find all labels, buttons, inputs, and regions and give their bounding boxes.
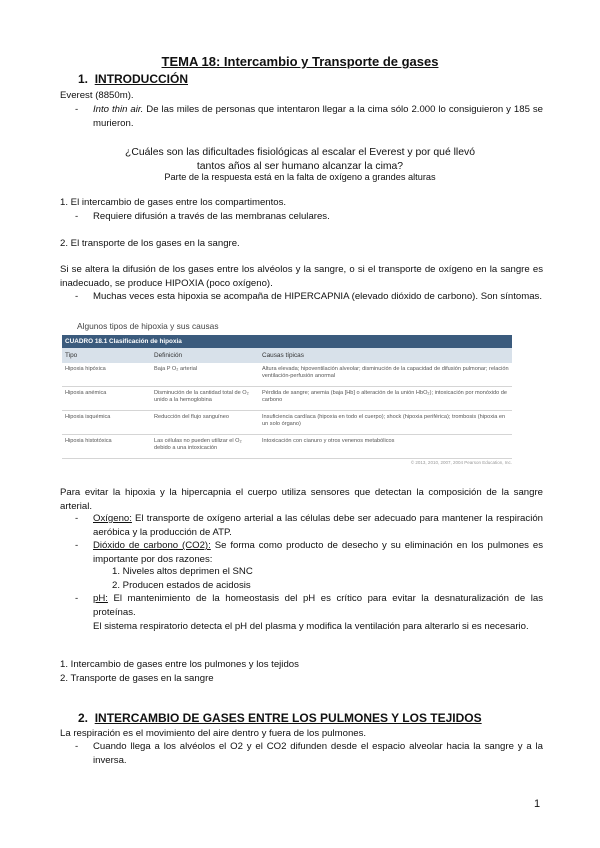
co2-label: Dióxido de carbono (CO2):	[93, 540, 211, 551]
book-title: Into thin air.	[93, 104, 144, 115]
row-causas: Altura elevada; hipoventilación alveolar; disminución de la capacidad de difusión pulmonar; relación ventilación-perfusión anormal	[262, 366, 509, 379]
sensors-paragraph: Para evitar la hipoxia y la hipercapnia el cuerpo utiliza sensores que detectan la composición de la sangre arterial.	[60, 487, 543, 513]
row-definicion: Disminución de la cantidad total de O₂ unido a la hemoglobina	[154, 390, 249, 403]
table-header-row	[62, 348, 512, 363]
section-1-heading	[78, 72, 188, 86]
dash-bullet: -	[75, 593, 79, 604]
section-2-label: INTERCAMBIO DE GASES ENTRE LOS PULMONES Y LOS TEJIDOS	[94, 711, 482, 725]
dash-bullet: -	[75, 211, 79, 222]
table-row	[62, 411, 512, 435]
table-row	[62, 387, 512, 411]
dash-bullet: -	[75, 513, 79, 524]
item-1: 1. El intercambio de gases entre los compartimentos.	[60, 197, 287, 208]
row-tipo: Hipoxia anémica	[65, 390, 107, 396]
table-row	[62, 363, 512, 387]
oxygen-label: Oxígeno:	[93, 513, 132, 524]
item-1-sub: Requiere difusión a través de las membranas celulares.	[93, 211, 330, 222]
section-1-number: 1.	[78, 72, 89, 86]
co2-paragraph	[93, 539, 543, 567]
row-tipo: Hipoxia isquémica	[65, 414, 111, 420]
oxygen-paragraph	[93, 512, 543, 540]
respiration-definition: La respiración es el movimiento del aire dentro y fuera de los pulmones.	[60, 728, 367, 739]
row-definicion: Reducción del flujo sanguíneo	[154, 414, 229, 420]
row-tipo: Hipoxia histotóxica	[65, 438, 112, 444]
oxygen-text: El transporte de oxígeno arterial a las células debe ser adecuado para mantener la respiración aeróbica y la producción de ATP.	[93, 513, 543, 539]
page-number: 1	[534, 798, 541, 810]
co2-reason: 2. Producen estados de acidosis	[112, 580, 251, 591]
page-title: TEMA 18: Intercambio y Transporte de gases	[161, 54, 439, 69]
section-2-heading	[78, 711, 482, 725]
section-2-number: 2.	[78, 711, 89, 725]
thin-air-paragraph	[93, 103, 543, 131]
hypercapnia-paragraph: Muchas veces esta hipoxia se acompaña de HIPERCAPNIA (elevado dióxido de carbono). Son síntomas.	[93, 291, 543, 302]
ph-text: El mantenimiento de la homeostasis del pH es crítico para evitar la desnaturalización de las proteínas.	[93, 593, 543, 619]
row-causas: Pérdida de sangre; anemia (baja [Hb] o alteración de la unión HbO₂); intoxicación por monóxido de carbono	[262, 390, 508, 403]
everest-question: ¿Cuáles son las dificultades fisiológicas al escalar el Everest y por qué llevó tantos años al ser humano alcanzar la cima?	[125, 147, 475, 173]
dash-bullet: -	[75, 104, 79, 115]
col-header-definicion: Definición	[154, 352, 183, 359]
ph-paragraph-2: El sistema respiratorio detecta el pH del plasma y modifica la ventilación para alterarlo si es necesario.	[93, 621, 529, 632]
item-2: 2. El transporte de los gases en la sangre.	[60, 238, 240, 249]
summary-item-1: 1. Intercambio de gases entre los pulmones y los tejidos	[60, 659, 299, 670]
everest-line: Everest (8850m).	[60, 90, 134, 101]
ph-label: pH:	[93, 593, 108, 604]
dash-bullet: -	[75, 741, 79, 752]
alveoli-paragraph: Cuando llega a los alvéolos el O2 y el CO2 difunden desde el espacio alveolar hacia la sangre y a la inversa.	[93, 741, 543, 767]
ph-paragraph	[93, 592, 543, 620]
hypoxia-table	[62, 335, 512, 470]
hypoxia-paragraph: Si se altera la difusión de los gases entre los alvéolos y la sangre, o si el transporte de oxígeno en la sangre es inadecuado, se produce HIPOXIA (poco oxígeno).	[60, 264, 543, 290]
co2-reason: 1. Niveles altos deprimen el SNC	[112, 566, 253, 577]
col-header-causas: Causas típicas	[262, 352, 304, 359]
summary-item-2: 2. Transporte de gases en la sangre	[60, 673, 214, 684]
row-causas: Intoxicación con cianuro y otros venenos metabólicos	[262, 438, 395, 444]
table-copyright: © 2013, 2010, 2007, 2004 Pearson Education, Inc.	[410, 459, 512, 465]
co2-text: Se forma como producto de desecho y su eliminación en los pulmones es importante por dos razones:	[93, 540, 543, 566]
section-1-label: INTRODUCCIÓN	[94, 72, 189, 86]
row-definicion: Las células no pueden utilizar el O₂ debido a una intoxicación	[154, 438, 242, 451]
figure-caption: Algunos tipos de hipoxia y sus causas	[77, 321, 219, 331]
dash-bullet: -	[75, 540, 79, 551]
everest-answer: Parte de la respuesta está en la falta de oxígeno a grandes alturas	[164, 172, 436, 182]
row-definicion: Baja P O₂ arterial	[154, 366, 198, 372]
dash-bullet: -	[75, 291, 79, 302]
thin-air-text: De las miles de personas que intentaron llegar a la cima sólo 2.000 lo consiguieron y 185 se murieron.	[93, 104, 543, 130]
row-tipo: Hipoxia hipóxica	[65, 366, 106, 372]
row-causas: Insuficiencia cardíaca (hipoxia en todo el cuerpo); shock (hipoxia periférica); trombosis (hipoxia en un solo órgano)	[262, 414, 506, 427]
table-title: CUADRO 18.1 Clasificación de hipoxia	[62, 335, 512, 348]
col-header-tipo: Tipo	[65, 352, 78, 359]
